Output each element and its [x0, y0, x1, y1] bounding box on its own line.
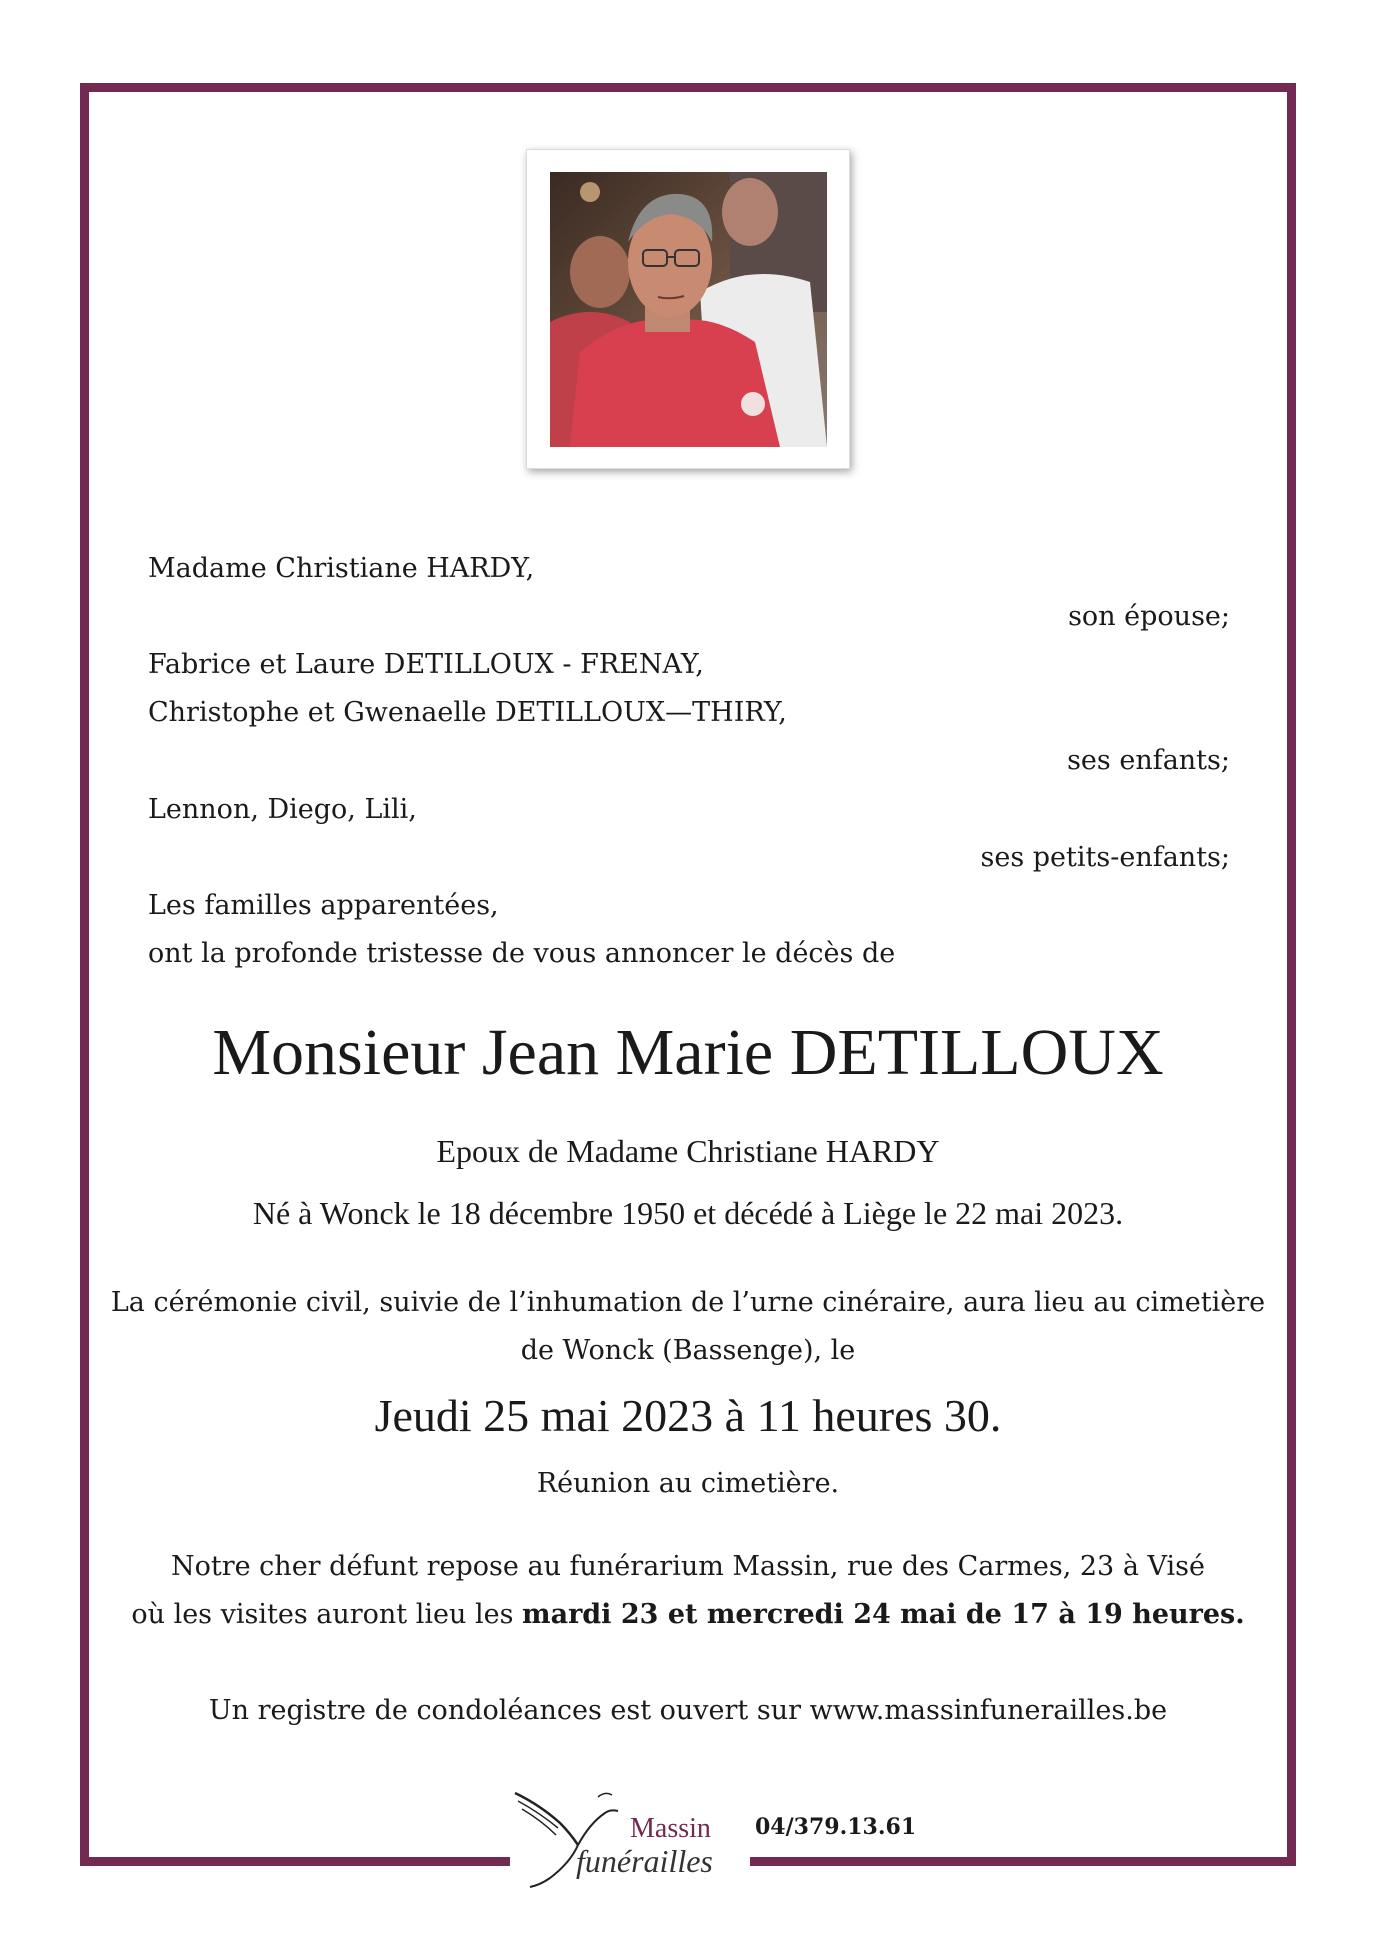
child-2: Christophe et Gwenaelle DETILLOUX—THIRY, — [148, 697, 787, 728]
life-line: Né à Wonck le 18 décembre 1950 et décédé à Liège le 22 mai 2023. — [252, 1195, 1124, 1231]
visitation-line-1: Notre cher défunt repose au funérarium Massin, rue des Carmes, 23 à Visé — [170, 1551, 1205, 1582]
spouse-name: Madame Christiane HARDY, — [148, 553, 535, 584]
spouse-role: son épouse; — [1068, 601, 1230, 632]
grandchildren-role: ses petits-enfants; — [980, 842, 1230, 873]
spouse-line: Epoux de Madame Christiane HARDY — [436, 1133, 940, 1169]
visitation-prefix: où les visites auront lieu les — [131, 1599, 523, 1630]
visitation-line-2 — [80, 1598, 1296, 1632]
children-role: ses enfants; — [1067, 745, 1230, 776]
deceased-name: Monsieur Jean Marie DETILLOUX — [212, 1016, 1164, 1089]
portrait-photo — [550, 172, 827, 447]
grandchildren: Lennon, Diego, Lili, — [148, 794, 417, 825]
visitation-dates: mardi 23 et mercredi 24 mai de 17 à 19 heures. — [522, 1599, 1245, 1630]
ceremony-line-2: de Wonck (Bassenge), le — [520, 1335, 856, 1366]
announcement: ont la profonde tristesse de vous annoncer le décès de — [148, 938, 896, 969]
condolences-line: Un registre de condoléances est ouvert sur www.massinfunerailles.be — [208, 1695, 1168, 1726]
ceremony-meeting: Réunion au cimetière. — [536, 1468, 840, 1499]
portrait-frame — [526, 149, 850, 469]
logo-word-funerailles: funérailles — [576, 1843, 713, 1879]
ceremony-date: Jeudi 25 mai 2023 à 11 heures 30. — [374, 1390, 1002, 1441]
child-1: Fabrice et Laure DETILLOUX - FRENAY, — [148, 649, 704, 680]
ceremony-line-1: La cérémonie civil, suivie de l’inhumation de l’urne cinéraire, aura lieu au cimetière — [110, 1287, 1266, 1318]
massin-logo — [510, 1783, 750, 1893]
logo-word-massin: Massin — [630, 1813, 711, 1844]
phone-number: 04/379.13.61 — [755, 1814, 917, 1840]
relatives: Les familles apparentées, — [148, 890, 499, 921]
